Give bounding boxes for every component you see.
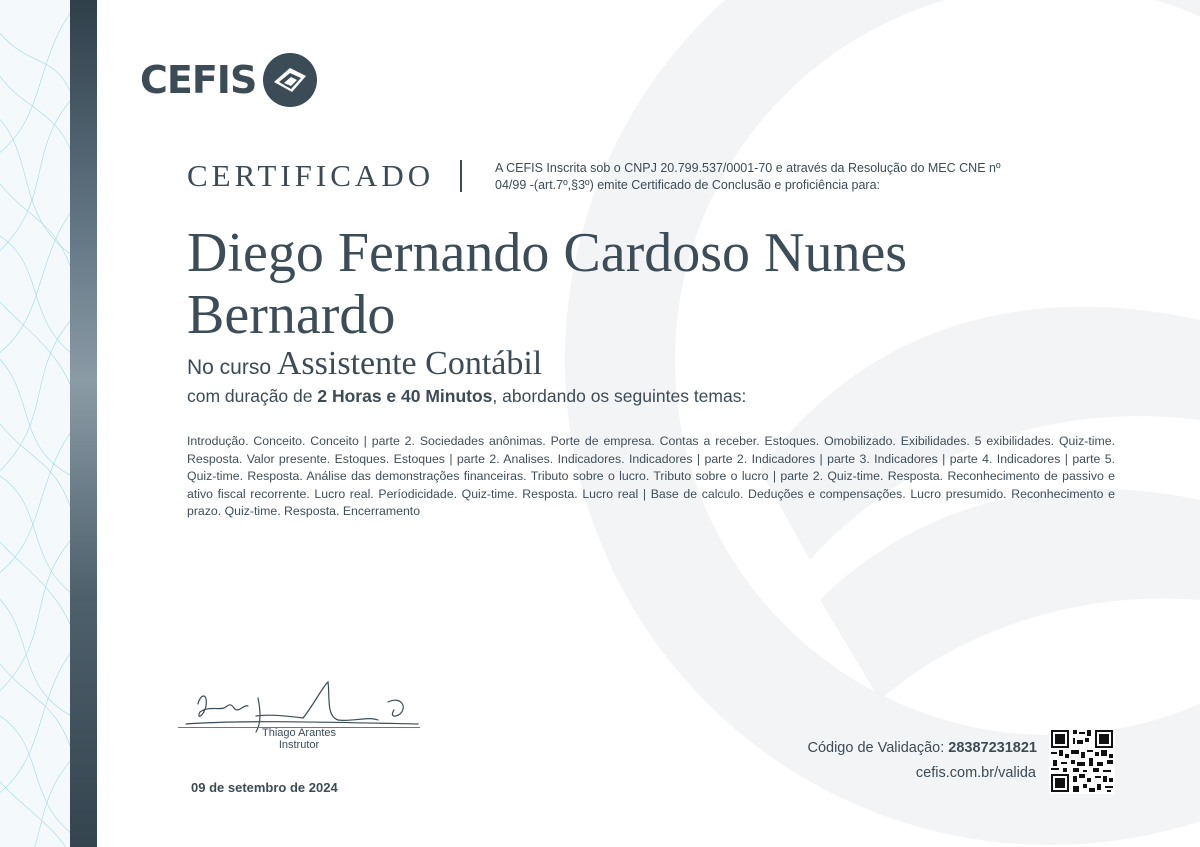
duration-prefix: com duração de xyxy=(187,386,318,406)
issue-date: 09 de setembro de 2024 xyxy=(191,780,338,795)
cefis-book-icon xyxy=(262,52,318,108)
course-prefix: No curso xyxy=(187,356,277,379)
signature-caption xyxy=(178,727,420,751)
recipient-name: Diego Fernando Cardoso Nunes Bernardo xyxy=(187,222,908,346)
instructor-name: Thiago Arantes xyxy=(262,727,336,739)
duration-line xyxy=(187,386,746,407)
validation-code: 28387231821 xyxy=(948,740,1037,756)
certificate-title: CERTIFICADO xyxy=(187,158,435,193)
validation-code-line xyxy=(807,740,1037,756)
qr-code-icon[interactable] xyxy=(1049,728,1115,794)
issuer-statement: A CEFIS Inscrita sob o CNPJ 20.799.537/0001-70 e através da Resolução do MEC CNE nº 04/99 -(art.7º,§3º) emite Certificado de Conclusão e proficiência para: xyxy=(495,161,1001,192)
duration-value: 2 Horas e 40 Minutos xyxy=(317,386,493,406)
instructor-role: Instrutor xyxy=(278,739,320,751)
duration-suffix: , abordando os seguintes temas: xyxy=(492,386,747,406)
logo-text: CEFIS xyxy=(140,58,257,102)
course-line xyxy=(187,345,542,383)
course-name: Assistente Contábil xyxy=(276,345,543,382)
course-topics: Introdução. Conceito. Conceito | parte 2. Sociedades anônimas. Porte de empresa. Contas a receber. Estoques. Omobilizado. Exibilidades. 5 exibilidades. Quiz-time. Resposta. Valor presente. Estoques. Estoques | parte 2. Analises. Indicadores. Indicadores | parte 2. Indicadores | parte 3. Indicadores | parte 4. Indicadores | parte 5. Quiz-time. Resposta. Análise das demonstrações financeiras. Tributo sobre o lucro. Tributo sobre o lucro | parte 2. Quiz-time. Resposta. Reconhecimento de passivo e ativo fiscal recorrente. Lucro real. Períodicidade. Quiz-time. Resposta. Lucro real | Base de calculo. Deduções e compensações. Lucro presumido. Reconhecimento e prazo. Quiz-time. Resposta. Encerramento xyxy=(187,434,1115,518)
cefis-logo xyxy=(140,52,318,108)
title-divider xyxy=(460,160,462,192)
validation-label: Código de Validação: xyxy=(807,740,949,756)
validation-url[interactable]: cefis.com.br/valida xyxy=(915,765,1036,781)
